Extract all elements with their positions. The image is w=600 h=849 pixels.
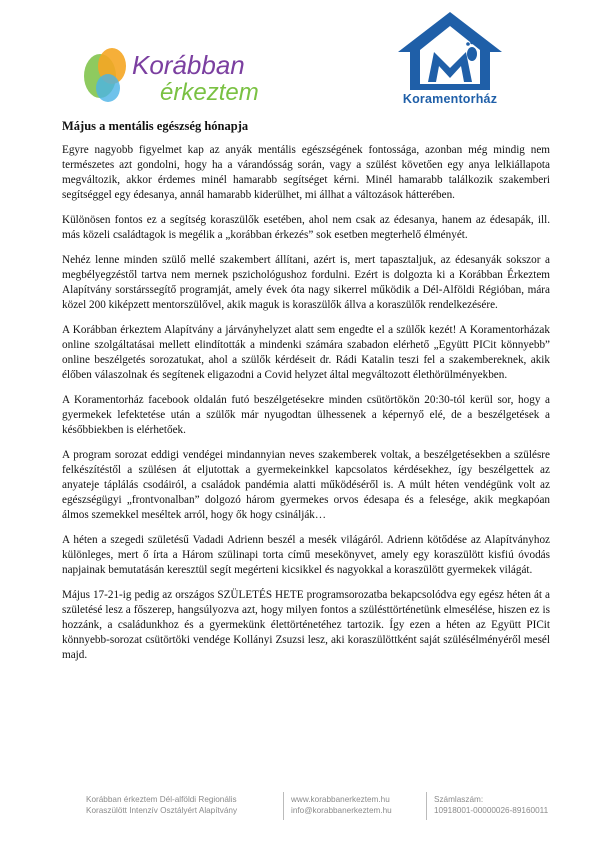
paragraph-8: Május 17-21-ig pedig az országos SZÜLETÉS HETE programsorozatba bekapcsolódva egy egész héten át a születésé lesz a főszerep, hangsúlyozva azt, hogy milyen fontos a szülésttörténetünk elmesélése, hiszen ez is hozzánk, a családunkhoz és a gyermekünk élettörténetéhez tartozik. Így ezen a héten az Együtt PICit könnyebb-sorozat csütörtöki vendége Kollányi Zsuzsi lesz, aki koraszülöttként saját szülésélményéről mesél majd. bbox=[62, 589, 550, 661]
footer-account bbox=[434, 794, 564, 816]
paragraph-1: Egyre nagyobb figyelmet kap az anyák mentális egészségének fontossága, azonban még mindig nem természetes azt gondolni, hogy ha a várandósság során, vagy a szülést követően egy anya lelkiállapota megváltozik, akkor érdemes minél hamarabb segítséget kérni. Minél hamarabb találkozik szakemberi segítséggel egy édesanya, annál hamarabb kiderülhet, mi állhat a változások hátterében. bbox=[62, 144, 550, 201]
footer-account-label: Számlaszám: bbox=[434, 795, 484, 804]
paragraph-5: A Koramentorház facebook oldalán futó beszélgetésekre minden csütörtökön 20:30-tól kerül sor, hogy a gyermekek lefektetése után a szülők már nyugodtan ülhessenek a képernyő elé, de a beszélgetések a későbbiekben is elérhetőek. bbox=[62, 394, 550, 436]
footer-contact bbox=[291, 794, 421, 816]
footer-email-link[interactable]: info@korabbanerkeztem.hu bbox=[291, 806, 392, 815]
footer bbox=[86, 786, 556, 826]
paragraph-3: Nehéz lenne minden szülő mellé szakembert állítani, azért is, mert tapasztaljuk, az édesanyák sokszor a megbélyegzéstől tartva nem mernek pszichológushoz fordulni. Ezért is dolgozta ki a Korábban Érkeztem Alapítvány sorstárssegítő programját, amely évek óta nagy sikerrel működik a Dél-Alföldi Régióban, mára közel 200 kiképzett mentorszülővel, akik maguk is koraszülők állva a koraszülők rendelkezésére. bbox=[62, 254, 550, 311]
paragraph-2: Különösen fontos ez a segítség koraszülők esetében, ahol nem csak az édesanya, hanem az édesapák, ill. más közeli családtagok is megélik a „korábban érkezés” sok esetben megterhelő élményét. bbox=[62, 214, 550, 241]
footer-divider bbox=[426, 792, 427, 820]
footer-divider bbox=[283, 792, 284, 820]
footer-account-number: 10918001-00000026-89160011 bbox=[434, 806, 549, 815]
logo-text-korabban: Korábban bbox=[132, 50, 245, 80]
footer-organization bbox=[86, 794, 276, 816]
article-title: Május a mentális egészség hónapja bbox=[62, 119, 249, 133]
article bbox=[62, 118, 550, 673]
footer-website-link[interactable]: www.korabbanerkeztem.hu bbox=[291, 795, 390, 804]
paragraph-6: A program sorozat eddigi vendégei mindannyian neves szakemberek voltak, a beszélgetésekben a szülésre felkészítéstől a szülésen át eljutottak a gyermekeinkkel kapcsolatos kérdésekhez, így beszélgettek az anyateje táplálás csodáiról, a családok pandémia alatti működéséről is. A múlt héten vendégünk volt az egészségügyi „frontvonalban” dolgozó három gyermekes orvos édesapa és a felesége, akik megkapóan álmos szemekkel meséltek arról, hogy ők hogy csinálják… bbox=[62, 449, 550, 521]
paragraph-4: A Korábban érkeztem Alapítvány a járványhelyzet alatt sem engedte el a szülők kezét! A Koramentorházak online szolgáltatásai mellett elindították a mindenki számára szabadon elérhető „Együtt PICit könnyebb” online beszélgetés sorozatukat, ahol a szülők kérdéseit dr. Rádi Katalin teszi fel a szakembereknek, akik élőben válaszolnak és segítenek eligazodni a Covid helyzet által megváltozott élethörülményekben. bbox=[62, 324, 550, 381]
logo-text-erkeztem: érkeztem bbox=[160, 79, 259, 106]
paragraph-7: A héten a szegedi születésű Vadadi Adrienn beszél a mesék világáról. Adrienn kötődése az Alapítványhoz különleges, mert ő írta a Három szülinapi torta című mesekönyvet, amely egy koraszülött kisfiú óvodás napjainak bemutatásán keresztül segít megérteni kicsikkel és nagyokkal a koraszülött gyermekek világát. bbox=[62, 534, 550, 576]
footer-org-line-2: Koraszülött Intenzív Osztályért Alapítvány bbox=[86, 806, 238, 815]
korabban-erkeztem-logo bbox=[82, 36, 282, 116]
footer-org-line-1: Korábban érkeztem Dél-alföldi Regionális bbox=[86, 795, 237, 804]
koramentorhaz-logo-text: Koramentorház bbox=[402, 92, 498, 106]
